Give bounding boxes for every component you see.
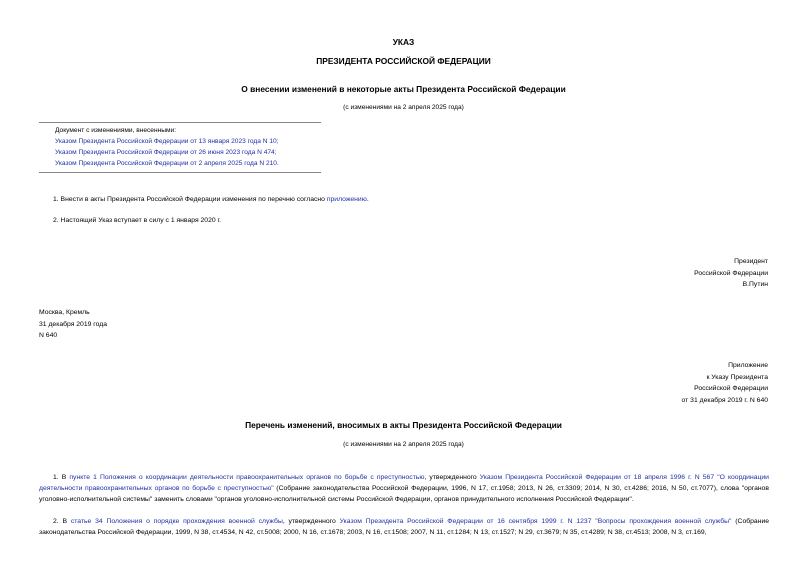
- decree-issuer: ПРЕЗИДЕНТА РОССИЙСКОЙ ФЕДЕРАЦИИ: [316, 56, 491, 66]
- list-revision-note: (с изменениями на 2 апреля 2025 года): [343, 441, 464, 448]
- paragraph-2: 2. Настоящий Указ вступает в силу с 1 января 2020 г.: [53, 217, 222, 224]
- place-date-block: Москва, Кремль 31 декабря 2019 года N 640: [39, 309, 107, 339]
- item1-link-regulation[interactable]: пункте 1 Положения о координации деятельности правоохранительных органов по борьбе с преступностью: [69, 474, 425, 481]
- list-item-2: 2. В статье 34 Положения о порядке прохождения военной службы, утвержденного Указом Президента Российской Федерации от 16 сентября 1999 г. N 1237 "Вопросы прохождения военной службы" (Собрание законодательства Российской Федерации, 1999, N 38, ст.4534, N 42, ст.5008; 2000, N 16, ст.1678; 2003, N 16, ст.1508; 2007, N 11, ст.1284; N 13, ст.1527; N 29, ст.3679; N 35, ст.4289; N 38, ст.4513; 2008, N 3, ст.169,: [39, 518, 770, 536]
- list-title: Перечень изменений, вносимых в акты Президента Российской Федерации: [245, 420, 562, 430]
- item1-link-decree[interactable]: Указом Президента Российской Федерации от 18 апреля 1996 г. N 567 "О координации деятельности правоохранительных органов по борьбе с преступностью": [39, 474, 769, 492]
- amendments-intro: Документ с изменениями, внесенными:: [55, 127, 177, 134]
- appendix-reference: Приложение к Указу Президента Российской Федерации от 31 декабря 2019 г. N 640: [681, 362, 768, 404]
- decree-title: УКАЗ: [392, 37, 415, 47]
- paragraph-1: 1. Внести в акты Президента Российской Федерации изменения по перечню согласно приложению.: [53, 196, 369, 203]
- item2-link-article[interactable]: статье 34 Положения о порядке прохождения военной службы: [70, 518, 283, 525]
- signature-block: Президент Российской Федерации В.Путин: [694, 258, 768, 288]
- amendments-box: [55, 125, 279, 169]
- amendments-bottom-rule: [39, 172, 321, 173]
- amendments-top-rule: [39, 122, 321, 123]
- amendment-link-2[interactable]: Указом Президента Российской Федерации от 26 июня 2023 года N 474;: [55, 149, 277, 156]
- decree-subject: О внесении изменений в некоторые акты Президента Российской Федерации: [241, 84, 566, 94]
- revision-note: (с изменениями на 2 апреля 2025 года): [343, 104, 464, 111]
- appendix-link[interactable]: приложению: [326, 196, 367, 203]
- list-item-1: 1. В пункте 1 Положения о координации деятельности правоохранительных органов по борьбе с преступностью, утвержденного Указом Президента Российской Федерации от 18 апреля 1996 г. N 567 "О координации деятельности правоохранительных органов по борьбе с преступностью" (Собрание законодательства Российской Федерации, 1996, N 17, ст.1958; 2013, N 26, ст.3309; 2014, N 30, ст.4286; 2016, N 50, ст.7077), слова "органов уголовно-исполнительной системы" заменить словами "органов уголовно-исполнительной системы Российской Федерации, органов принудительного исполнения Российской Федерации".: [39, 474, 769, 503]
- amendment-link-3[interactable]: Указом Президента Российской Федерации от 2 апреля 2025 года N 210.: [55, 160, 279, 167]
- amendment-link-1[interactable]: Указом Президента Российской Федерации от 13 января 2023 года N 10;: [55, 138, 279, 145]
- item2-link-decree[interactable]: Указом Президента Российской Федерации от 16 сентября 1999 г. N 1237 "Вопросы прохождения военной службы": [339, 518, 732, 525]
